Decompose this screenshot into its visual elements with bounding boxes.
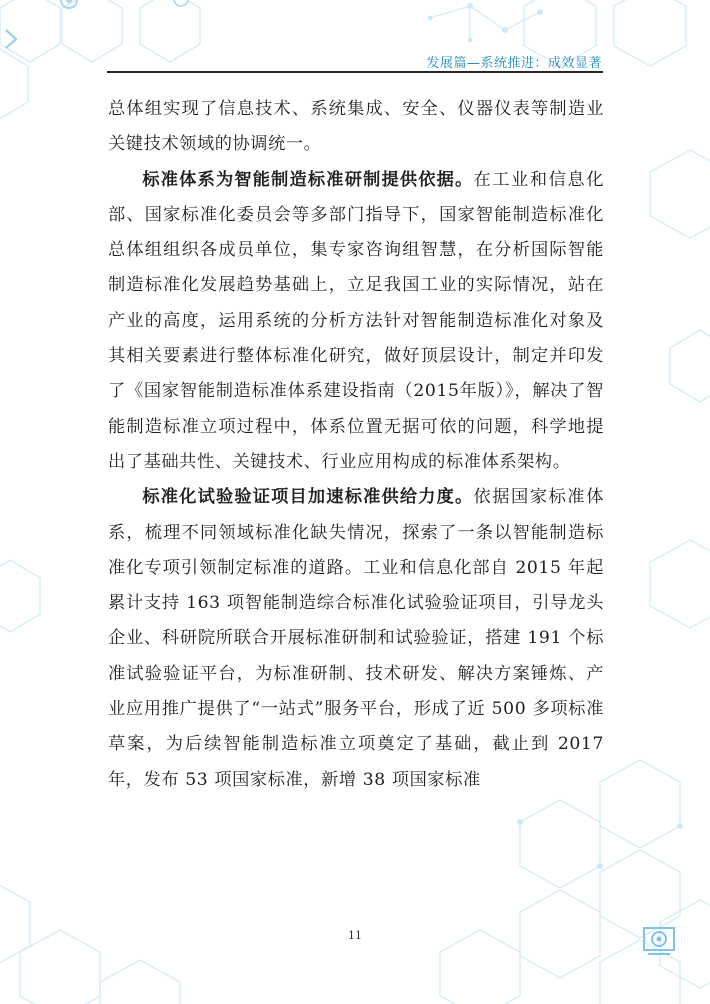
- paragraph-3-lead: 标准化试验验证项目加速标准供给力度。: [142, 487, 474, 508]
- paragraph-2: [108, 163, 604, 481]
- paragraph-2-lead: 标准体系为智能制造标准研制提供依据。: [142, 169, 474, 190]
- paragraph-2-text: 在工业和信息化部、国家标准化委员会等多部门指导下，国家智能制造标准化总体组组织各成员单位，集专家咨询组智慧，在分析国际智能制造标准化发展趋势基础上，立足我国工业的实际情况，站在产业的高度，运用系统的分析方法针对智能制造标准化对象及其相关要素进行整体标准化研究，做好顶层设计，制定并印发了《国家智能制造标准体系建设指南（2015年版）》，解决了智能制造标准立项过程中，体系位置无据可依的问题，科学地提出了基础共性、关键技术、行业应用构成的标准体系架构。: [108, 169, 604, 472]
- paragraph-1-text: 总体组实现了信息技术、系统集成、安全、仪器仪表等制造业关键技术领域的协调统一。: [108, 99, 604, 155]
- gear-icon: [168, 0, 194, 14]
- paragraph-3-text: 依据国家标准体系，梳理不同领域标准化缺失情况，探索了一条以智能制造标准化专项引领制定标准的道路。工业和信息化部自 2015 年起累计支持 163 项智能制造综合标准化试验验证项目，引导龙头企业、科研院所联合开展标准研制和试验验证，搭建 191 个标准试验验证平台，为标准研制、技术研发、解决方案锤炼、产业应用推广提供了“一站式”服务平台，形成了近 500 多项标准草案，为后续智能制造标准立项奠定了基础，截止到 2017 年，发布 53 项国家标准，新增 38 项国家标准: [108, 487, 604, 790]
- gear-icon: [54, 0, 84, 16]
- paragraph-3: [108, 480, 604, 798]
- running-header: 发展篇—系统推进：成效显著: [426, 56, 602, 71]
- paragraph-1: [108, 92, 604, 163]
- page-number: 11: [348, 929, 362, 942]
- chevron-icon: [0, 26, 24, 52]
- document-body: [108, 92, 604, 798]
- header-divider: [107, 71, 603, 73]
